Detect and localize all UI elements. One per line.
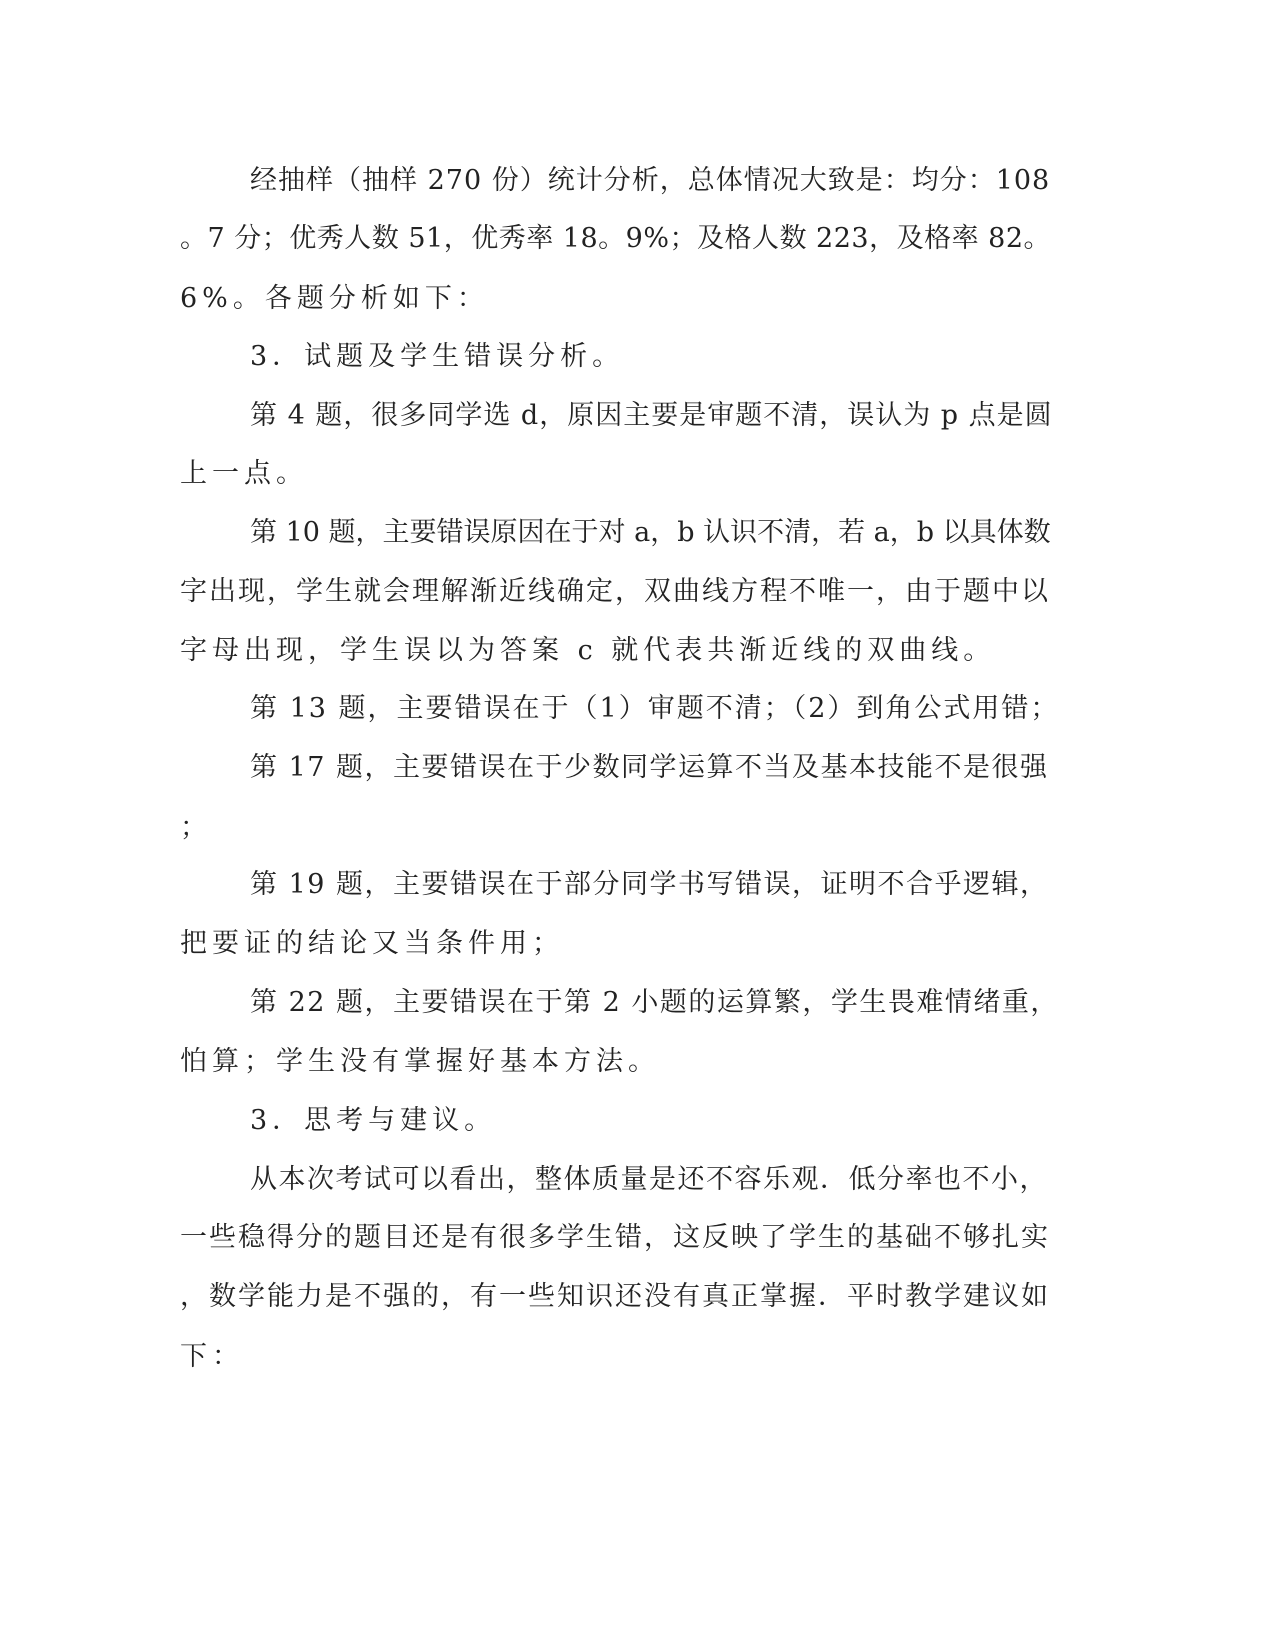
text-line: 一些稳得分的题目还是有很多学生错，这反映了学生的基础不够扎实 [180,1222,1050,1253]
text-line: 3．思考与建议。 [250,1105,497,1136]
text-line: 字出现，学生就会理解渐近线确定，双曲线方程不唯一，由于题中以 [180,576,1050,607]
text-line: 第 17 题，主要错误在于少数同学运算不当及基本技能不是很强 [250,752,1049,783]
text-line: 第 4 题，很多同学选 d，原因主要是审题不清，误认为 p 点是圆 [250,400,1053,431]
text-line: 6%。各题分析如下： [180,283,489,314]
text-line: 怕算；学生没有掌握好基本方法。 [180,1046,660,1077]
text-line: 从本次考试可以看出，整体质量是还不容乐观．低分率也不小， [250,1164,1048,1195]
text-line: 上一点。 [180,458,308,489]
text-line: ； [180,812,212,843]
text-line: 第 10 题，主要错误原因在于对 a，b 认识不清，若 a，b 以具体数 [250,517,1051,548]
text-line: 。7 分；优秀人数 51，优秀率 18。9%；及格人数 223，及格率 82。 [180,223,1052,254]
text-line: 3．试题及学生错误分析。 [250,341,625,372]
text-line: 经抽样（抽样 270 份）统计分析，总体情况大致是：均分：108 [250,165,1051,196]
text-line: 第 13 题，主要错误在于（1）审题不清；（2）到角公式用错； [250,693,1060,724]
text-line: 下： [180,1341,244,1372]
text-line: 第 22 题，主要错误在于第 2 小题的运算繁，学生畏难情绪重， [250,987,1059,1018]
text-line: 把要证的结论又当条件用； [180,928,564,959]
text-line: ，数学能力是不强的，有一些知识还没有真正掌握．平时教学建议如 [180,1281,1050,1312]
text-line: 字母出现，学生误以为答案 c 就代表共渐近线的双曲线。 [180,635,996,666]
text-line: 第 19 题，主要错误在于部分同学书写错误，证明不合乎逻辑， [250,869,1049,900]
